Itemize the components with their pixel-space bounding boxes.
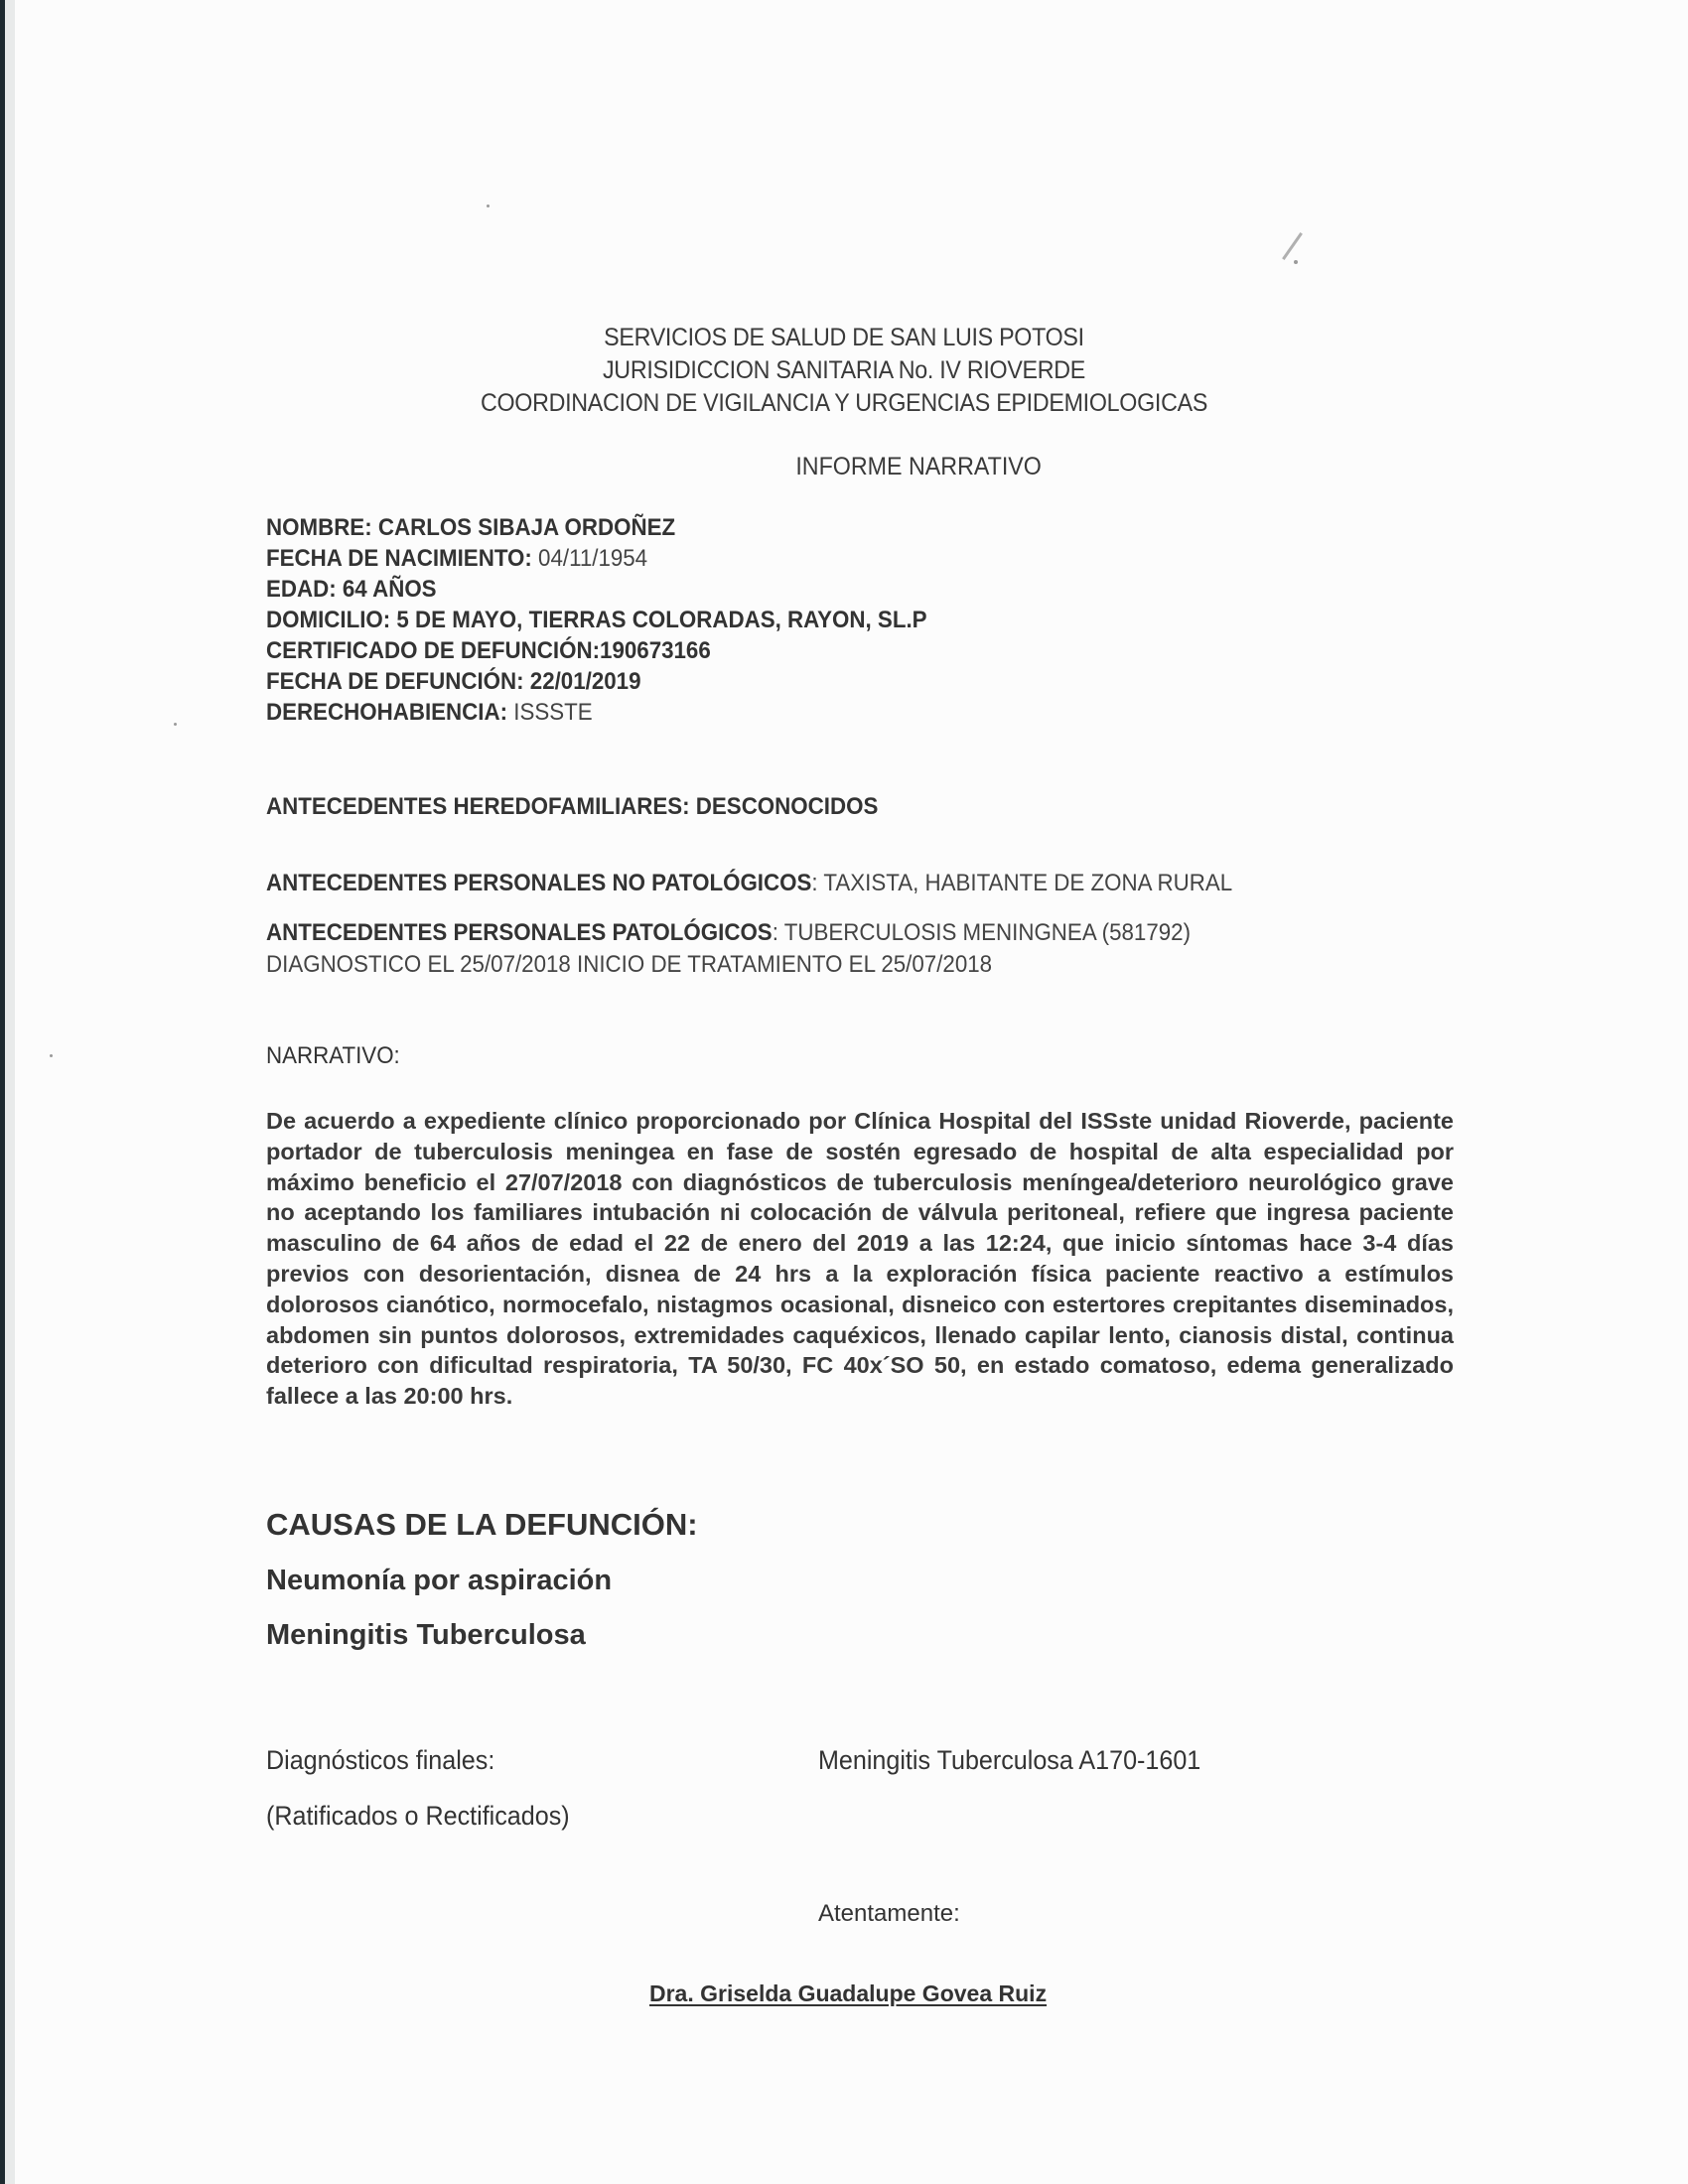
scan-speck	[487, 205, 490, 207]
section-value: DIAGNOSTICO EL 25/07/2018 INICIO DE TRATAMIENTO EL 25/07/2018	[266, 951, 993, 978]
section-label: ANTECEDENTES PERSONALES PATOLÓGICOS	[266, 919, 773, 946]
cause-item: Neumonía por aspiración	[266, 1565, 613, 1596]
field-value: CARLOS SIBAJA ORDOÑEZ	[377, 514, 676, 541]
section-label: ANTECEDENTES HEREDOFAMILIARES:	[266, 793, 696, 820]
field-label: EDAD:	[266, 576, 343, 603]
field-value: 64 AÑOS	[342, 576, 437, 603]
signer-name: Dra. Griselda Guadalupe Govea Ruiz	[649, 1980, 1048, 2006]
field-certificado	[266, 635, 927, 666]
field-value: 5 DE MAYO, TIERRAS COLORADAS, RAYON, SL.P	[396, 607, 927, 633]
field-derechohabiencia	[266, 697, 927, 728]
field-label: DOMICILIO:	[266, 607, 397, 633]
field-edad	[266, 574, 927, 605]
field-domicilio	[266, 605, 927, 635]
header-line: SERVICIOS DE SALUD DE SAN LUIS POTOSI	[604, 324, 1084, 351]
antecedentes-no-patologicos	[266, 868, 1232, 898]
field-label: FECHA DE DEFUNCIÓN:	[266, 668, 530, 695]
section-label: ANTECEDENTES PERSONALES NO PATOLÓGICOS	[266, 870, 812, 896]
diagnosis-sublabel: (Ratificados o Rectificados)	[266, 1801, 570, 1831]
section-value: DESCONOCIDOS	[695, 793, 879, 820]
field-fecha-defuncion	[266, 666, 927, 697]
scan-speck	[50, 1054, 53, 1057]
field-label: DERECHOHABIENCIA:	[266, 699, 514, 726]
report-title-text: INFORME NARRATIVO	[795, 453, 1042, 480]
field-label: FECHA DE NACIMIENTO:	[266, 545, 539, 572]
patient-info	[266, 512, 977, 728]
field-value: 22/01/2019	[529, 668, 641, 695]
diagnosis-label: Diagnósticos finales:	[266, 1745, 495, 1775]
scan-speck	[1294, 260, 1298, 264]
report-title	[0, 453, 1688, 481]
field-label: CERTIFICADO DE DEFUNCIÓN:	[266, 637, 601, 664]
field-fecha-nacimiento	[266, 543, 927, 574]
header-line: JURISIDICCION SANITARIA No. IV RIOVERDE	[602, 356, 1086, 384]
field-label: NOMBRE:	[266, 514, 378, 541]
field-value: 04/11/1954	[538, 545, 648, 572]
scan-speck	[174, 723, 177, 726]
antecedentes-patologicos	[266, 917, 1191, 948]
narrative-label: NARRATIVO:	[266, 1042, 400, 1069]
section-value: : TUBERCULOSIS MENINGNEA (581792)	[772, 919, 1192, 946]
header-line: COORDINACION DE VIGILANCIA Y URGENCIAS EPIDEMIOLOGICAS	[480, 389, 1208, 417]
cause-item: Meningitis Tuberculosa	[266, 1619, 586, 1651]
narrative-text: De acuerdo a expediente clínico proporcionado por Clínica Hospital del ISSste unidad Rioverde, paciente portador de tuberculosis meningea en fase de sostén egresado de hospital de alta especialidad por máximo beneficio el 27/07/2018 con diagnósticos de tuberculosis meníngea/deterioro neurológico grave no aceptando los familiares intubación ni colocación de válvula peritoneal, refiere que ingresa paciente masculino de 64 años de edad el 22 de enero del 2019 a las 12:24, que inicio síntomas hace 3-4 días previos con desorientación, disnea de 24 hrs a la exploración física paciente reactivo a estímulos dolorosos cianótico, normocefalo, nistagmos ocasional, disneico con estertores crepitantes diseminados, abdomen sin puntos dolorosos, extremidades caquéxicos, llenado capilar lento, cianosis distal, continua deterioro con dificultad respiratoria, TA 50/30, FC 40x´SO 50, en estado comatoso, edema generalizado fallece a las 20:00 hrs.	[266, 1108, 1454, 1410]
closing-text: Atentamente:	[818, 1900, 960, 1927]
causes-title: CAUSAS DE LA DEFUNCIÓN:	[266, 1507, 698, 1542]
antecedentes-patologicos-detail	[266, 949, 992, 980]
antecedentes-heredofamiliares	[266, 791, 878, 822]
field-value: ISSSTE	[513, 699, 593, 726]
field-nombre	[266, 512, 927, 543]
section-value: : TAXISTA, HABITANTE DE ZONA RURAL	[811, 870, 1233, 896]
diagnosis-value: Meningitis Tuberculosa A170-1601	[818, 1745, 1201, 1775]
field-value: 190673166	[600, 637, 711, 664]
institution-header	[0, 322, 1688, 420]
